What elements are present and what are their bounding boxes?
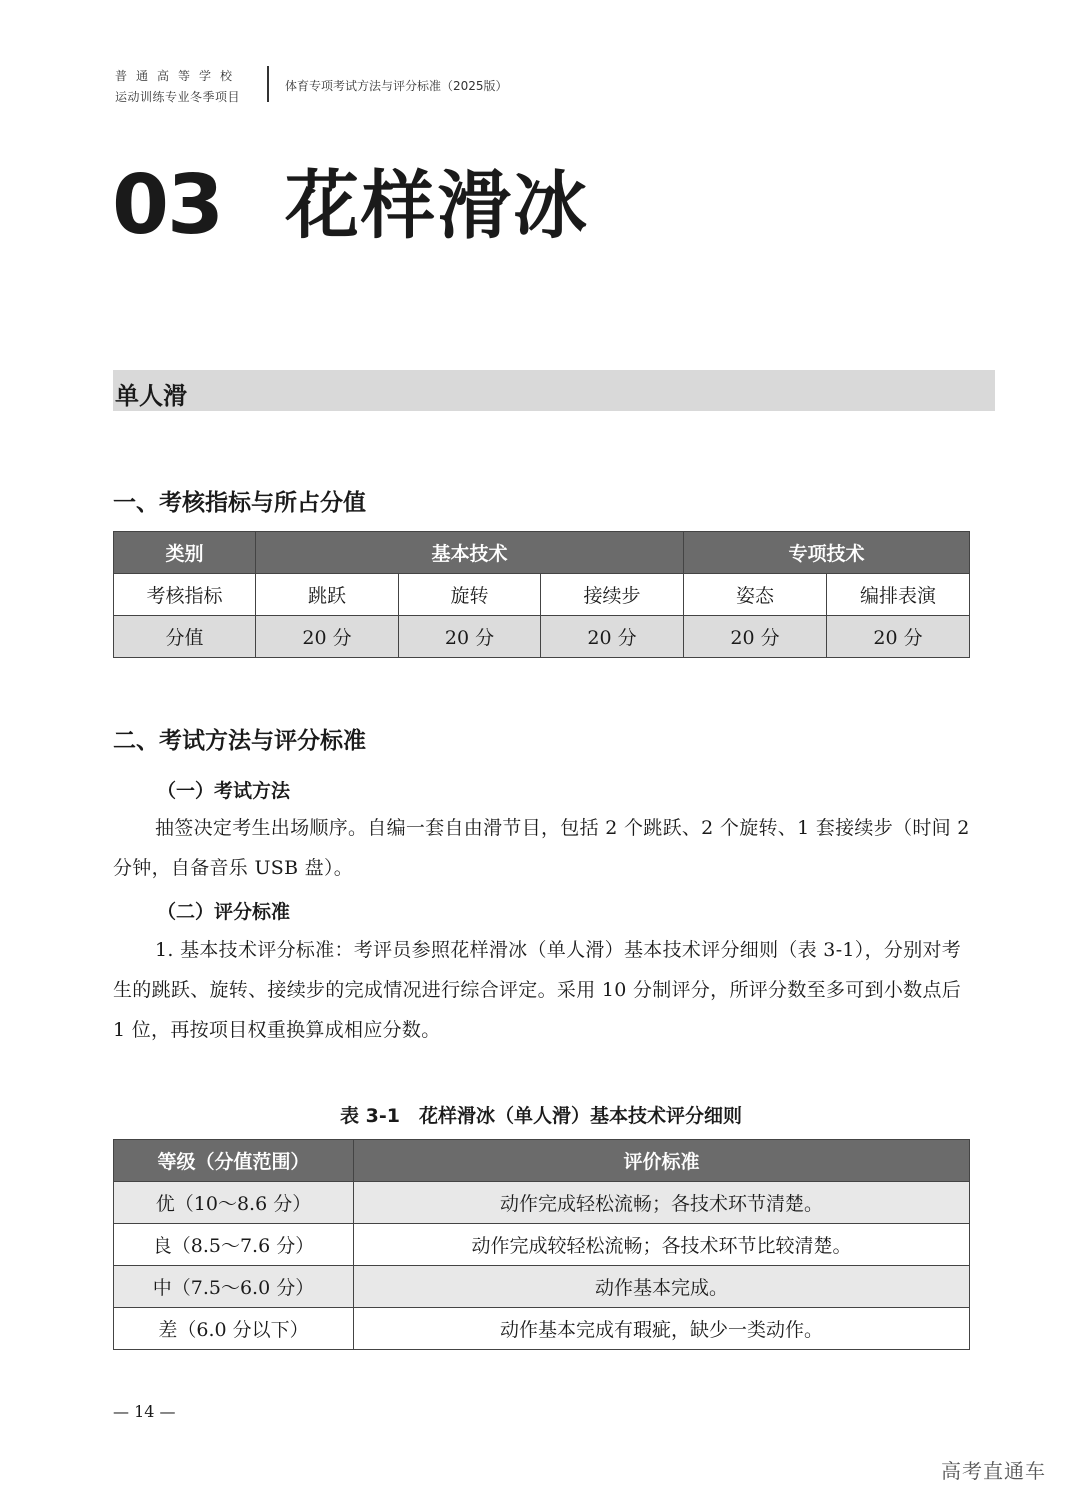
table-header-grade: 等级（分值范围）	[114, 1140, 354, 1182]
scoring-standard-paragraph	[113, 930, 971, 1050]
header-divider	[267, 66, 269, 102]
table-cell: 20 分	[256, 616, 399, 658]
criteria-cell: 动作基本完成有瑕疵，缺少一类动作。	[354, 1308, 970, 1350]
criteria-cell: 动作基本完成。	[354, 1266, 970, 1308]
grade-cell: 中（7.5～6.0 分）	[114, 1266, 354, 1308]
table-header-criteria: 评价标准	[354, 1140, 970, 1182]
table-caption: 表 3-1 花样滑冰（单人滑）基本技术评分细则	[340, 1105, 742, 1127]
section-band	[113, 370, 995, 411]
technique-scoring-table	[113, 1139, 970, 1350]
table-row	[114, 1224, 970, 1266]
criteria-cell: 动作完成轻松流畅；各技术环节清楚。	[354, 1182, 970, 1224]
table-cell: 20 分	[684, 616, 827, 658]
score-weight-table	[113, 531, 970, 658]
grade-cell: 差（6.0 分以下）	[114, 1308, 354, 1350]
section2-heading: 二、考试方法与评分标准	[113, 728, 366, 754]
header-school-line1: 普通高等学校	[115, 69, 242, 83]
indicator-label: 考核指标	[114, 574, 256, 616]
criteria-cell: 动作完成较轻松流畅；各技术环节比较清楚。	[354, 1224, 970, 1266]
table-cell: 20 分	[399, 616, 541, 658]
subsection2-heading: （二）评分标准	[157, 901, 291, 923]
table-cell: 20 分	[541, 616, 684, 658]
paragraph-text: 抽签决定考生出场顺序。自编一套自由滑节目，包括 2 个跳跃、2 个旋转、1 套接续步（时间 2 分钟，自备音乐 USB 盘）。	[113, 817, 970, 879]
chapter-number: 03	[112, 158, 223, 253]
header-doc-title: 体育专项考试方法与评分标准（2025版）	[285, 79, 508, 93]
table-row	[114, 616, 970, 658]
table-row	[114, 574, 970, 616]
table-header-category: 类别	[114, 532, 256, 574]
table-row	[114, 1182, 970, 1224]
table-header-special: 专项技术	[684, 532, 970, 574]
chapter-title: 花样滑冰	[285, 163, 589, 249]
page-number: — 14 —	[113, 1402, 176, 1421]
table-cell: 跳跃	[256, 574, 399, 616]
table-header-basic: 基本技术	[256, 532, 684, 574]
table-cell: 编排表演	[827, 574, 970, 616]
table-cell: 姿态	[684, 574, 827, 616]
section-band-label: 单人滑	[115, 382, 187, 410]
grade-cell: 优（10～8.6 分）	[114, 1182, 354, 1224]
table-cell: 接续步	[541, 574, 684, 616]
score-label: 分值	[114, 616, 256, 658]
subsection1-heading: （一）考试方法	[157, 780, 291, 802]
section1-heading: 一、考核指标与所占分值	[113, 490, 366, 516]
exam-method-paragraph	[113, 808, 971, 888]
header-school	[115, 66, 255, 108]
paragraph-text: 1. 基本技术评分标准：考评员参照花样滑冰（单人滑）基本技术评分细则（表 3-1），分别对考生的跳跃、旋转、接续步的完成情况进行综合评定。采用 10 分制评分，所评分数至多可到小数点后 1 位，再按项目权重换算成相应分数。	[113, 939, 962, 1041]
table-row	[114, 1266, 970, 1308]
table-cell: 旋转	[399, 574, 541, 616]
table-cell: 20 分	[827, 616, 970, 658]
grade-cell: 良（8.5～7.6 分）	[114, 1224, 354, 1266]
header-school-line2: 运动训练专业冬季项目	[115, 90, 241, 104]
table-row	[114, 1308, 970, 1350]
watermark-text: 高考直通车	[941, 1459, 1046, 1483]
